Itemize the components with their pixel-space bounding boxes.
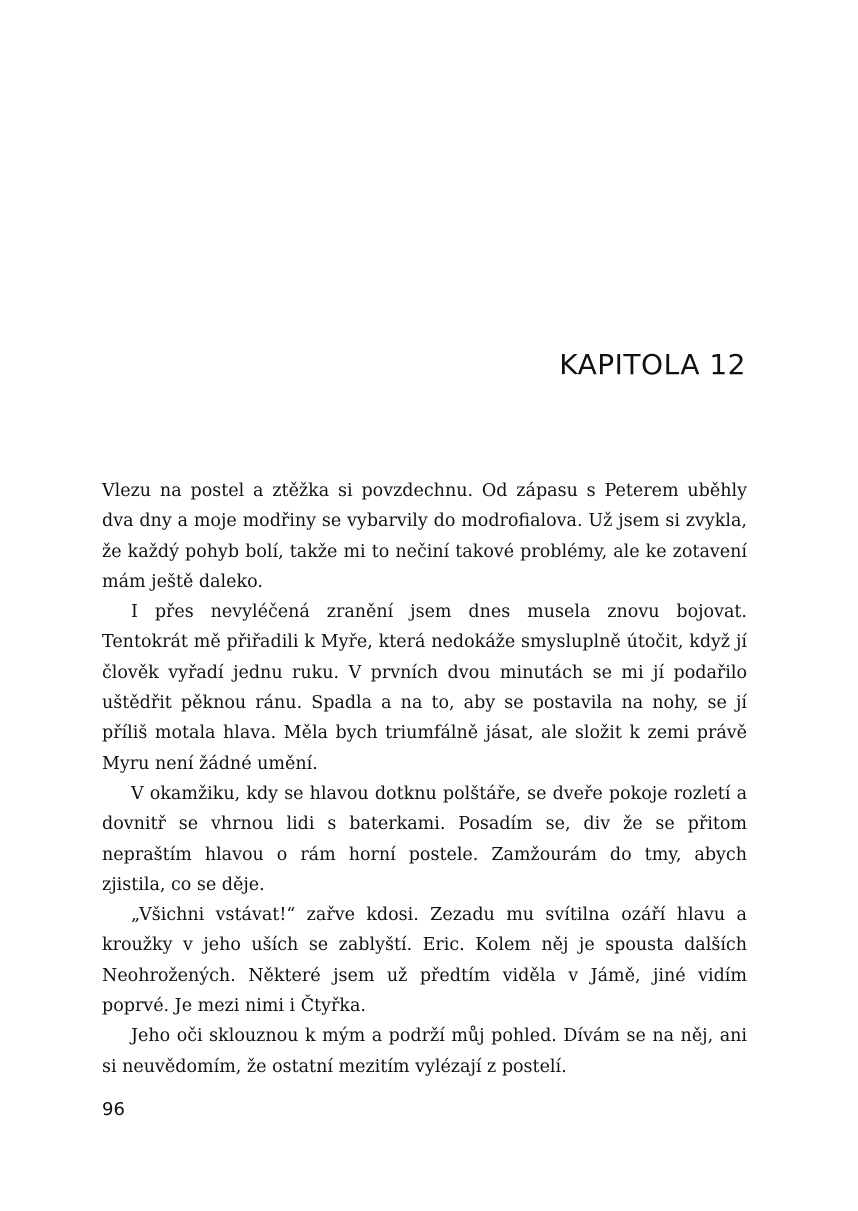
paragraph: Vlezu na postel a ztěžka si povzdechnu. Od zápasu s Peterem uběhly dva dny a moje modřiny se vybarvily do modrofialova. Už jsem si zvykla, že každý pohyb bolí, takže mi to nečiní takové problémy, ale ke zotavení mám ještě daleko.	[102, 481, 747, 592]
paragraph: I přes nevyléčená zranění jsem dnes musela znovu bojovat. Tentokrát mě přiřadili k Myře, která nedokáže smysluplně útočit, když jí člověk vyřadí jednu ruku. V prvních dvou minutách se mi jí podařilo uštědřit pěknou ránu. Spadla a na to, aby se postavila na nohy, se jí příliš motala hlava. Měla bych triumfálně jásat, ale složit k zemi právě Myru není žádné umění.	[102, 602, 747, 774]
paragraph: V okamžiku, kdy se hlavou dotknu polštáře, se dveře pokoje rozletí a dovnitř se vhrnou lidi s baterkami. Posadím se, div že se přitom nepraštím hlavou o rám horní postele. Zamžourám do tmy, abych zjistila, co se děje.	[102, 783, 747, 895]
chapter-title: KAPITOLA 12	[559, 348, 746, 381]
paragraph: Jeho oči sklouznou k mým a podrží můj pohled. Dívám se na něj, ani si neuvědomím, že ostatní mezitím vylézají z postelí.	[102, 1026, 747, 1077]
paragraph: „Všichni vstávat!“ zařve kdosi. Zezadu mu svítilna ozáří hlavu a kroužky v jeho uších se zablyští. Eric. Kolem něj je spousta dalších Neohrožených. Některé jsem už předtím viděla v Jámě, jiné vidím poprvé. Je mezi nimi i Čtyřka.	[102, 905, 747, 1017]
chapter-body	[102, 476, 747, 1082]
page-number: 96	[102, 1099, 125, 1120]
